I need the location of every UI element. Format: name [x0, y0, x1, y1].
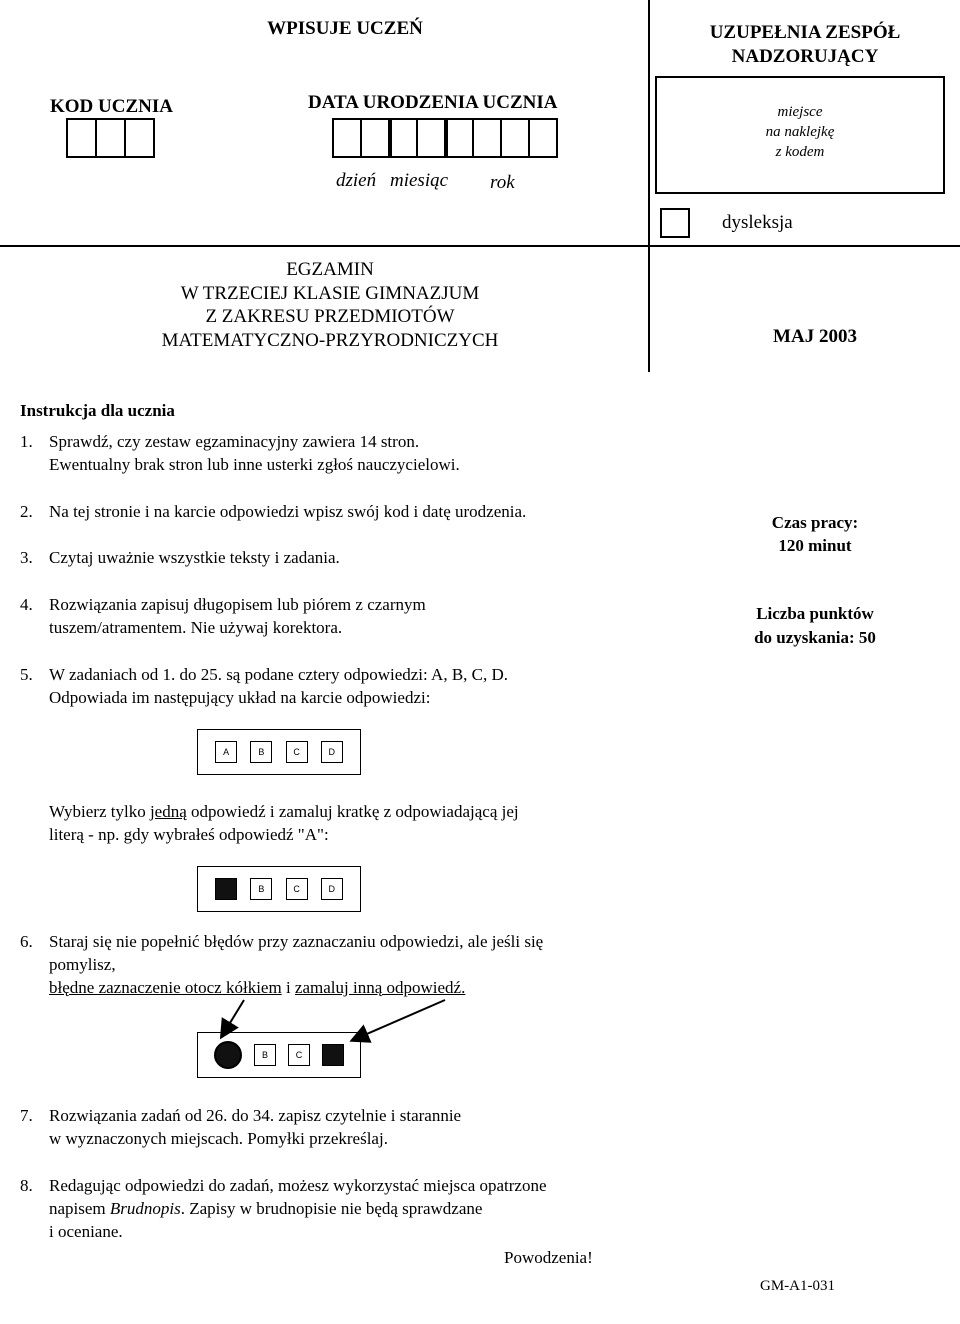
option-b-box: B [254, 1044, 276, 1066]
instruction-7-line-1: Rozwiązania zadań od 26. do 34. zapisz czytelnie i starannie [49, 1106, 462, 1125]
birth-date-label: DATA URODZENIA UCZNIA [308, 92, 558, 113]
instruction-8-line-1: Redagując odpowiedzi do zadań, możesz wykorzystać miejsca opatrzone [49, 1176, 547, 1195]
instruction-6-line-3: błędne zaznaczenie otocz kółkiem i zamaluj inną odpowiedź. [49, 978, 466, 997]
option-c-box: C [286, 878, 308, 900]
instruction-3-number: 3. [20, 548, 33, 567]
instruction-6-line-1: Staraj się nie popełnić błędów przy zaznaczaniu odpowiedzi, ale jeśli się [49, 932, 544, 951]
committee-fill-heading-1: UZUPEŁNIA ZESPÓŁ [709, 22, 901, 43]
option-d-box: D [321, 878, 343, 900]
committee-fill-heading-2: NADZORUJĄCY [731, 46, 879, 67]
document-code: GM-A1-031 [760, 1278, 835, 1294]
student-fill-heading: WPISUJE UCZEŃ [267, 18, 423, 39]
instruction-3-text: Czytaj uważnie wszystkie teksty i zadania. [49, 548, 340, 567]
instruction-1-line-2: Ewentualny brak stron lub inne usterki zgłoś nauczycielowi. [49, 455, 460, 474]
instruction-5-number: 5. [20, 665, 33, 684]
sticker-text-3: z kodem [775, 144, 825, 160]
only-one-emphasis: jedną [149, 802, 187, 821]
instruction-4-line-1: Rozwiązania zapisuj długopisem lub piórem z czarnym [49, 595, 426, 614]
instruction-8-number: 8. [20, 1176, 33, 1195]
sticker-text-1: miejsce [777, 104, 823, 120]
option-c-box: C [286, 741, 308, 763]
exam-session: MAJ 2003 [773, 326, 857, 347]
day-label: dzień [336, 170, 377, 191]
option-c-box: C [288, 1044, 310, 1066]
answer-grid-correction-example [197, 1032, 361, 1078]
instruction-4-number: 4. [20, 595, 33, 614]
choose-one-line-2: literą - np. gdy wybrałeś odpowiedź "A": [49, 825, 329, 844]
exam-title-3: Z ZAKRESU PRZEDMIOTÓW [205, 306, 455, 327]
good-luck: Powodzenia! [504, 1248, 593, 1267]
choose-one-line-1: Wybierz tylko jedną odpowiedź i zamaluj kratkę z odpowiadającą jej [49, 802, 519, 821]
instructions-heading: Instrukcja dla ucznia [20, 401, 175, 420]
instruction-5-line-1: W zadaniach od 1. do 25. są podane cztery odpowiedzi: A, B, C, D. [49, 665, 509, 684]
exam-title-4: MATEMATYCZNO-PRZYRODNICZYCH [161, 330, 499, 351]
sticker-text-2: na naklejkę [765, 124, 835, 140]
time-label: Czas pracy: [771, 513, 859, 532]
arrow-right [353, 1000, 445, 1040]
instruction-1-number: 1. [20, 432, 33, 451]
exam-title-1: EGZAMIN [286, 259, 374, 280]
instruction-8-line-3: i oceniane. [49, 1222, 123, 1241]
points-label: Liczba punktów [756, 604, 874, 623]
instruction-8-line-2: napisem Brudnopis. Zapisy w brudnopisie nie będą sprawdzane [49, 1199, 483, 1218]
option-b-box: B [250, 878, 272, 900]
instruction-2-text: Na tej stronie i na karcie odpowiedzi wpisz swój kod i datę urodzenia. [49, 502, 527, 521]
option-b-box: B [250, 741, 272, 763]
instruction-6-line-2: pomylisz, [49, 955, 116, 974]
option-d-filled-box [322, 1044, 344, 1066]
instruction-1-line-1: Sprawdź, czy zestaw egzaminacyjny zawiera 14 stron. [49, 432, 420, 451]
year-label: rok [490, 172, 515, 193]
option-d-box: D [321, 741, 343, 763]
arrow-left [222, 1000, 244, 1036]
option-a-circled-box [214, 1041, 242, 1069]
student-code-label: KOD UCZNIA [50, 96, 173, 117]
instruction-6-number: 6. [20, 932, 33, 951]
instruction-4-line-2: tuszem/atramentem. Nie używaj korektora. [49, 618, 343, 637]
exam-title-2: W TRZECIEJ KLASIE GIMNAZJUM [180, 283, 480, 304]
option-a-box: A [215, 741, 237, 763]
instruction-2-number: 2. [20, 502, 33, 521]
month-label: miesiąc [390, 170, 449, 191]
time-value: 120 minut [778, 536, 852, 555]
dyslexia-label: dysleksja [722, 212, 793, 233]
instruction-7-number: 7. [20, 1106, 33, 1125]
instruction-5-line-2: Odpowiada im następujący układ na karcie odpowiedzi: [49, 688, 431, 707]
instruction-7-line-2: w wyznaczonych miejscach. Pomyłki przekreślaj. [49, 1129, 388, 1148]
points-value: do uzyskania: 50 [754, 628, 876, 647]
